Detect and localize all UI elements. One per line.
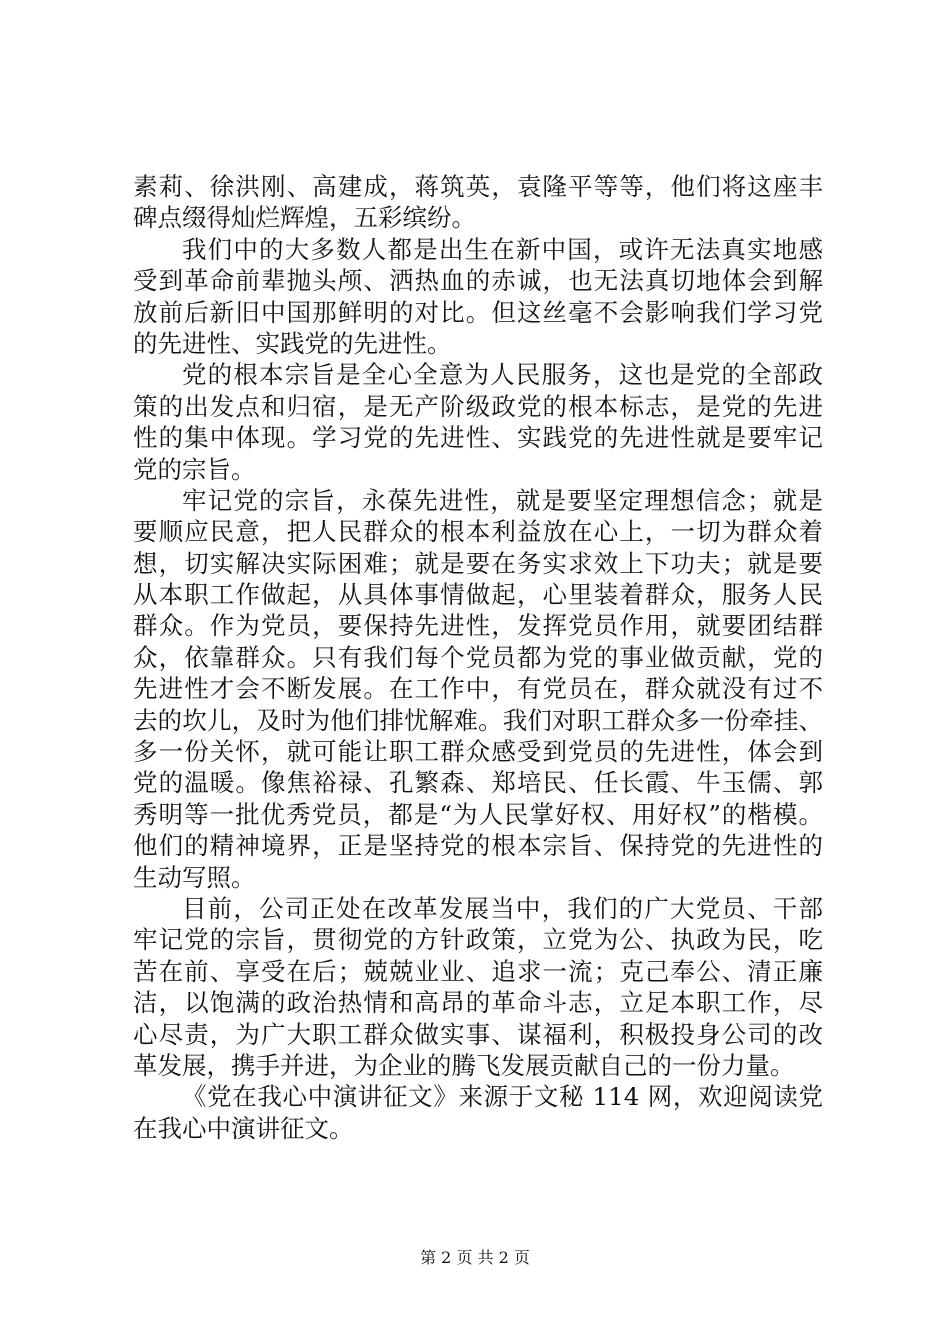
body-line: 要顺应民意，把人民群众的根本利益放在心上，一切为群众着 bbox=[133, 517, 823, 547]
body-line: 想，切实解决实际困难；就是要在务实求效上下功夫；就是要 bbox=[133, 548, 823, 578]
body-line: 策的出发点和归宿，是无产阶级政党的根本标志，是党的先进 bbox=[133, 391, 823, 421]
paragraph-first-line: 牢记党的宗旨，永葆先进性，就是要坚定理想信念；就是 bbox=[182, 485, 823, 515]
body-line: 生动写照。 bbox=[133, 862, 256, 892]
body-line: 多一份关怀，就可能让职工群众感受到党员的先进性，体会到 bbox=[133, 737, 823, 767]
paragraph-first-line: 《党在我心中演讲征文》来源于文秘 114 网，欢迎阅读党 bbox=[182, 1082, 823, 1112]
paragraph-first-line: 我们中的大多数人都是出生在新中国，或许无法真实地感 bbox=[182, 234, 823, 264]
body-line: 革发展，携手并进，为企业的腾飞发展贡献自己的一份力量。 bbox=[133, 1050, 795, 1080]
body-line: 性的集中体现。学习党的先进性、实践党的先进性就是要牢记 bbox=[133, 423, 823, 453]
body-line: 洁，以饱满的政治热情和高昂的革命斗志，立足本职工作，尽 bbox=[133, 988, 823, 1018]
body-line: 他们的精神境界，正是坚持党的根本宗旨、保持党的先进性的 bbox=[133, 831, 823, 861]
paragraph-first-line: 目前，公司正处在改革发展当中，我们的广大党员、干部 bbox=[182, 893, 823, 923]
body-line: 素莉、徐洪刚、高建成，蒋筑英，袁隆平等等，他们将这座丰 bbox=[133, 172, 823, 201]
body-line: 的先进性、实践党的先进性。 bbox=[133, 328, 452, 358]
body-line: 苦在前、享受在后；兢兢业业、追求一流；克己奉公、清正廉 bbox=[133, 956, 823, 986]
body-line: 先进性才会不断发展。在工作中，有党员在，群众就没有过不 bbox=[133, 674, 823, 704]
body-line: 碑点缀得灿烂辉煌，五彩缤纷。 bbox=[133, 203, 476, 233]
body-line: 众，依靠群众。只有我们每个党员都为党的事业做贡献，党的 bbox=[133, 642, 823, 672]
body-line: 受到革命前辈抛头颅、洒热血的赤诚，也无法真切地体会到解 bbox=[133, 266, 823, 296]
body-line: 在我心中演讲征文。 bbox=[133, 1113, 354, 1143]
body-line: 秀明等一批优秀党员，都是“为人民掌好权、用好权”的楷模。 bbox=[133, 799, 823, 829]
body-line: 牢记党的宗旨，贯彻党的方针政策，立党为公、执政为民，吃 bbox=[133, 925, 823, 955]
paragraph-first-line: 党的根本宗旨是全心全意为人民服务，这也是党的全部政 bbox=[182, 360, 823, 390]
body-line: 去的坎儿，及时为他们排忧解难。我们对职工群众多一份牵挂、 bbox=[133, 705, 823, 735]
body-line: 党的温暖。像焦裕禄、孔繁森、郑培民、任长霞、牛玉儒、郭 bbox=[133, 768, 823, 798]
document-body bbox=[133, 171, 823, 1144]
body-line: 群众。作为党员，要保持先进性，发挥党员作用，就要团结群 bbox=[133, 611, 823, 641]
body-line: 从本职工作做起，从具体事情做起，心里装着群众，服务人民 bbox=[133, 580, 823, 610]
page-number-footer: 第 2 页 共 2 页 bbox=[420, 1248, 530, 1267]
body-line: 放前后新旧中国那鲜明的对比。但这丝毫不会影响我们学习党 bbox=[133, 297, 823, 327]
body-line: 心尽责，为广大职工群众做实事、谋福利，积极投身公司的改 bbox=[133, 1019, 823, 1049]
body-line: 党的宗旨。 bbox=[133, 454, 256, 484]
